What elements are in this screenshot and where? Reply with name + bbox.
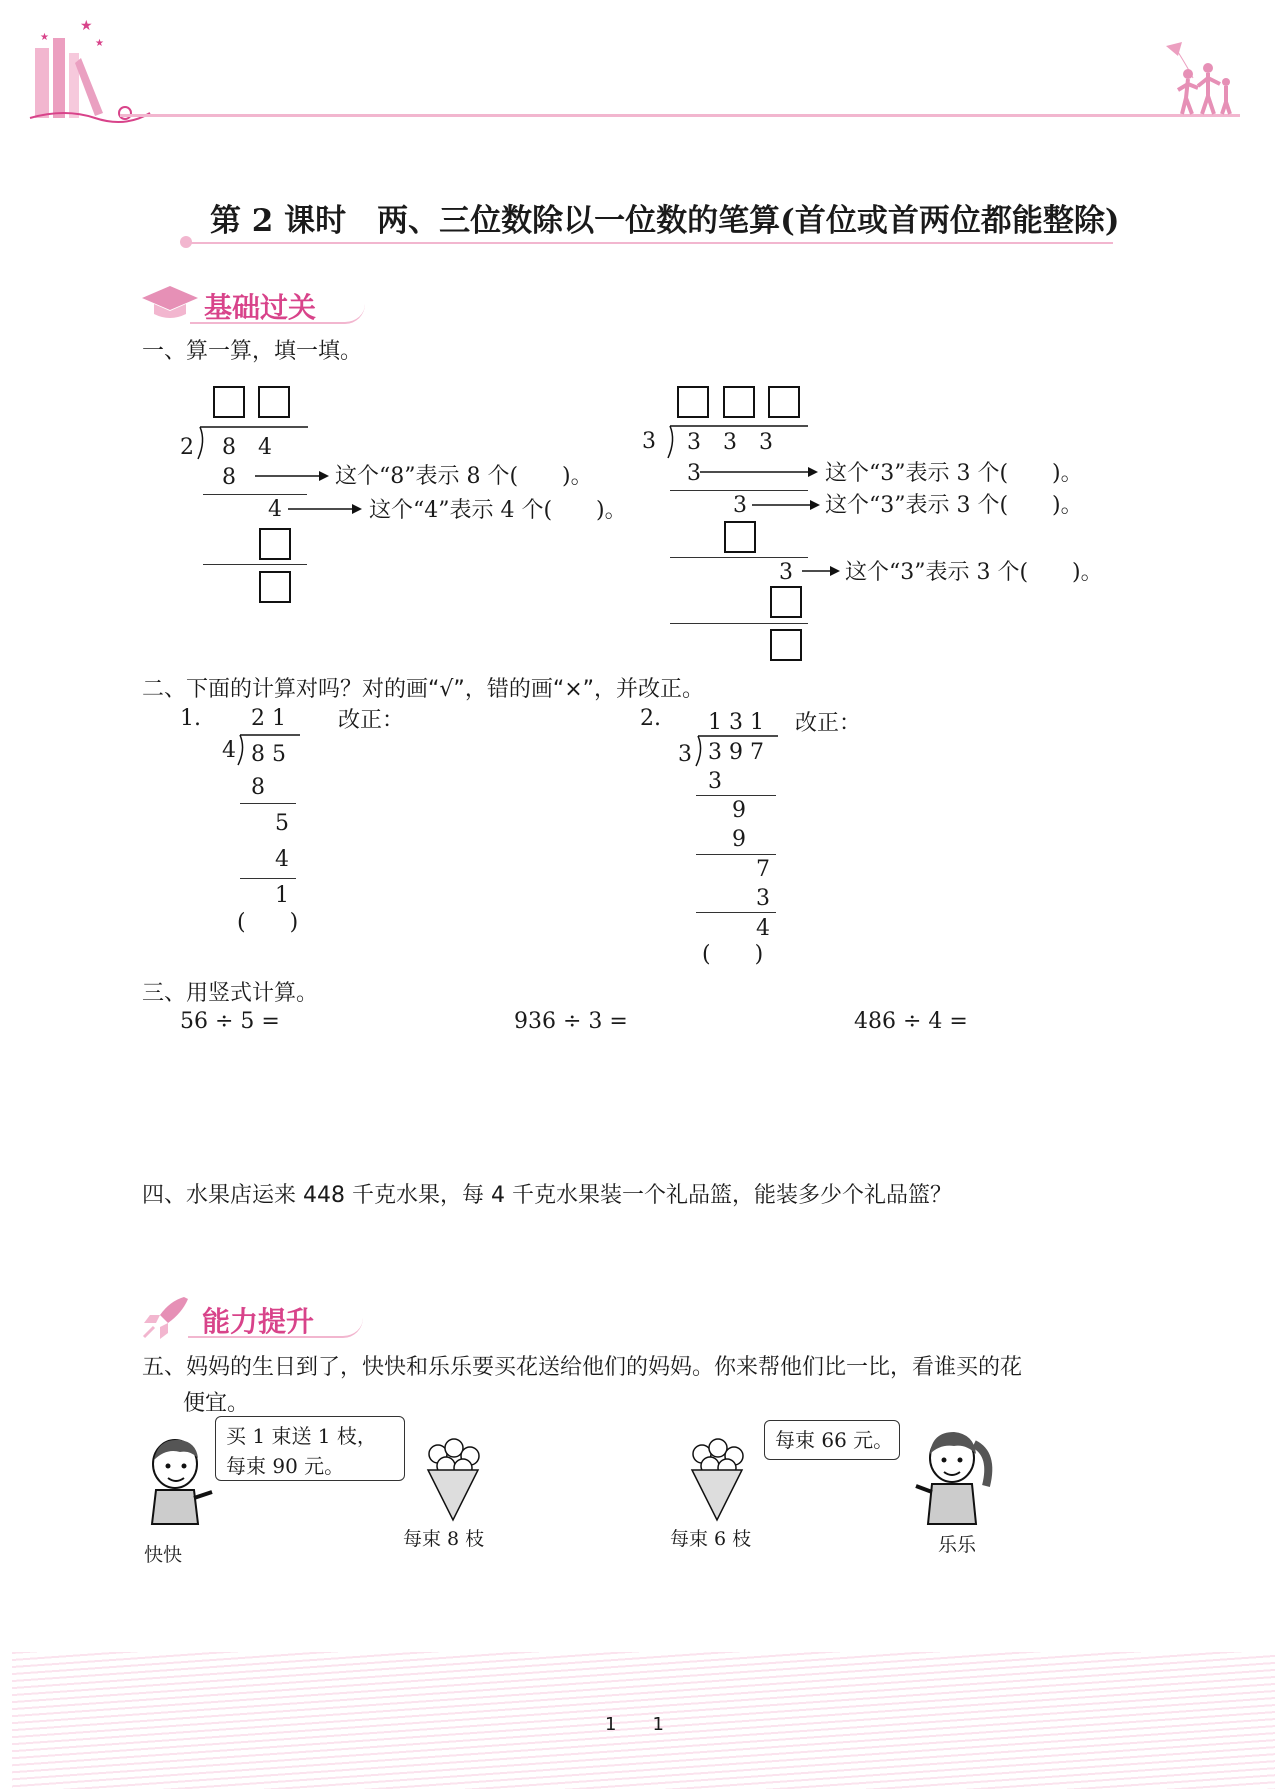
lesson-title: 第 2 课时 两、三位数除以一位数的笔算(首位或首两位都能整除) [210, 203, 1120, 239]
q2-p2-step2: 9 [732, 798, 746, 823]
answer-box[interactable] [723, 386, 755, 418]
q2-p2-divisor: 3 [678, 742, 692, 767]
q1-left-dividend: 8 4 [222, 435, 272, 460]
q2-p1-correction-label: 改正： [338, 708, 405, 733]
q1-right-step3: 3 [779, 560, 793, 585]
svg-text:★: ★ [80, 18, 93, 34]
q2-p1-step4: 1 [275, 883, 289, 908]
q1-right-step2: 3 [733, 493, 747, 518]
q2-p1-divisor: 4 [222, 738, 236, 763]
answer-box[interactable] [258, 386, 290, 418]
girl-lele-icon [910, 1424, 1000, 1529]
q2-p1-step3: 4 [275, 847, 289, 872]
q2-p1-dividend: 8 5 [251, 742, 286, 767]
page-number: 1 1 [605, 1714, 664, 1735]
answer-box[interactable] [724, 521, 756, 553]
q2-p2-answer-paren[interactable]: ( ) [702, 942, 764, 967]
arrow-icon [802, 563, 842, 579]
q2-heading: 二、下面的计算对吗？对的画“√”，错的画“×”，并改正。 [142, 677, 705, 702]
q2-p2-step3: 9 [732, 827, 746, 852]
q1-right-dividend: 3 3 3 [687, 430, 773, 455]
division-line [696, 795, 776, 796]
q2-p2-number: 2. [640, 706, 661, 731]
kuaikuai-bubble-line2: 每束 90 元。 [226, 1454, 345, 1478]
q2-p2-dividend: 3 9 7 [708, 740, 764, 765]
division-line [670, 557, 808, 558]
answer-box[interactable] [259, 571, 291, 603]
division-line [696, 912, 776, 913]
q2-p2-step6: 4 [756, 916, 770, 941]
q2-p2-quotient: 1 3 1 [708, 710, 764, 735]
kuaikuai-speech-bubble [215, 1416, 405, 1481]
q1-right-note1: 这个“3”表示 3 个( )。 [825, 461, 1083, 486]
q1-heading: 一、算一算，填一填。 [142, 339, 363, 364]
boy-kuaikuai-icon [140, 1432, 220, 1532]
q2-p2-correction-label: 改正： [795, 711, 862, 736]
arrow-icon [255, 468, 330, 484]
arrow-icon [288, 501, 363, 517]
q1-right-divisor: 3 [642, 429, 656, 454]
kuaikuai-bubble-line1: 买 1 束送 1 枝， [226, 1424, 377, 1448]
answer-box[interactable] [770, 586, 802, 618]
answer-box[interactable] [677, 386, 709, 418]
division-line [203, 564, 307, 565]
q2-p2-step5: 3 [756, 886, 770, 911]
svg-text:★: ★ [95, 38, 104, 49]
division-line [240, 878, 296, 879]
q1-left-divisor: 2 [180, 435, 194, 460]
q2-p1-step1: 8 [251, 775, 265, 800]
division-line [670, 623, 808, 624]
arrow-icon [700, 464, 820, 480]
q2-p2-step4: 7 [756, 857, 770, 882]
q1-right-step1: 3 [687, 461, 701, 486]
header-rule [120, 114, 1240, 117]
q2-p1-step2: 5 [275, 811, 289, 836]
division-line [240, 803, 296, 804]
division-line [203, 494, 307, 495]
section-title-basic: 基础过关 [204, 291, 317, 324]
kuaikuai-name: 快快 [144, 1544, 183, 1566]
header-kids-kite-icon [1158, 38, 1238, 118]
q5-line2: 便宜。 [183, 1391, 250, 1416]
flower2-label: 每束 6 枝 [670, 1528, 752, 1550]
answer-box[interactable] [259, 528, 291, 560]
lele-name: 乐乐 [938, 1534, 977, 1556]
answer-box[interactable] [768, 386, 800, 418]
division-line [670, 490, 808, 491]
q2-p1-number: 1. [180, 706, 201, 731]
q3-heading: 三、用竖式计算。 [142, 981, 319, 1006]
q2-p1-quotient: 2 1 [251, 706, 286, 731]
q1-left-step2: 4 [268, 497, 282, 522]
flower1-label: 每束 8 枝 [403, 1528, 485, 1550]
q1-left-step1: 8 [222, 465, 236, 490]
q1-left-note1: 这个“8”表示 8 个( )。 [335, 464, 593, 489]
q1-left-note2: 这个“4”表示 4 个( )。 [369, 498, 627, 523]
answer-box[interactable] [770, 629, 802, 661]
lele-speech-bubble: 每束 66 元。 [764, 1420, 900, 1460]
q1-right-note3: 这个“3”表示 3 个( )。 [845, 560, 1103, 585]
title-rule-dot [180, 236, 192, 248]
q3-item-1: 56 ÷ 5 = [180, 1009, 280, 1034]
q3-item-2: 936 ÷ 3 = [514, 1009, 628, 1034]
q2-p2-step1: 3 [708, 769, 722, 794]
arrow-icon [752, 497, 822, 513]
division-line [696, 854, 776, 855]
q1-right-note2: 这个“3”表示 3 个( )。 [825, 493, 1083, 518]
q3-item-3: 486 ÷ 4 = [854, 1009, 968, 1034]
flower-bouquet-icon [418, 1436, 488, 1526]
q4-text: 四、水果店运来 448 千克水果，每 4 千克水果装一个礼品篮，能装多少个礼品篮？ [142, 1183, 952, 1208]
q2-p1-answer-paren[interactable]: ( ) [237, 910, 299, 935]
answer-box[interactable] [213, 386, 245, 418]
q5-line1: 五、妈妈的生日到了，快快和乐乐要买花送给他们的妈妈。你来帮他们比一比，看谁买的花 [142, 1355, 1023, 1380]
section-title-advanced: 能力提升 [202, 1305, 315, 1338]
rocket-icon [140, 1293, 192, 1341]
flower-bouquet-icon [682, 1436, 752, 1526]
title-rule [185, 242, 1113, 244]
svg-text:★: ★ [40, 32, 49, 43]
